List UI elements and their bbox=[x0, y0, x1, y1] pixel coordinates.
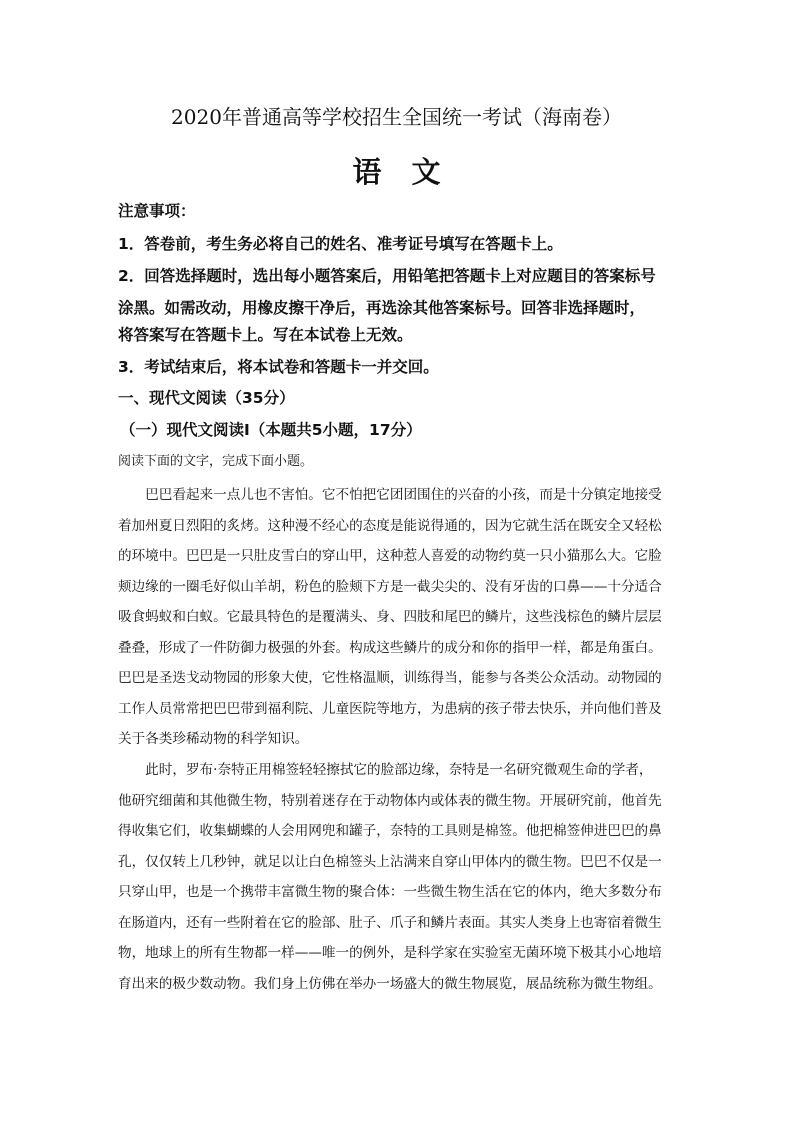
passage-line: 工作人员常常把巴巴带到福利院、儿童医院等地方，为患病的孩子带去快乐，并向他们普及 bbox=[118, 700, 662, 717]
notice-item-2-line-2: 涂黑。如需改动，用橡皮擦干净后，再选涂其他答案标号。回答非选择题时， bbox=[118, 299, 646, 317]
passage-line: 他研究细菌和其他微生物，特别着迷存在于动物体内或体表的微生物。开展研究前，他首先 bbox=[118, 792, 662, 809]
passage-line: 得收集它们，收集蝴蝶的人会用网兜和罐子，奈特的工具则是棉签。他把棉签伸进巴巴的鼻 bbox=[118, 823, 662, 839]
passage-line: 育出来的极少数动物。我们身上仿佛在举办一场盛大的微生物展览，展品统称为微生物组。 bbox=[118, 975, 662, 992]
passage-line: 巴巴看起来一点儿也不害怕。它不怕把它团团围住的兴奋的小孩，而是十分镇定地接受 bbox=[118, 487, 662, 503]
passage-line: 关于各类珍稀动物的科学知识。 bbox=[118, 731, 309, 747]
passage-paragraph-2 bbox=[118, 755, 674, 999]
passage-line: 物，地球上的所有生物都一样——唯一的例外，是科学家在实验室无菌环境下极其小心地培 bbox=[118, 945, 662, 961]
section-title: 一、现代文阅读（35分） bbox=[118, 389, 295, 407]
passage-line: 巴巴是圣迭戈动物园的形象大使，它性格温顺，训练得当，能参与各类公众活动。动物园的 bbox=[118, 670, 662, 686]
passage-line: 颊边缘的一圈毛好似山羊胡，粉色的脸颊下方是一截尖尖的、没有牙齿的口鼻——十分适合 bbox=[118, 578, 662, 595]
section-subtitle: （一）现代文阅读Ⅰ（本题共5小题，17分） bbox=[120, 421, 422, 439]
passage-line: 吸食蚂蚁和白蚁。它最具特色的是覆满头、身、四肢和尾巴的鳞片，这些浅棕色的鳞片层层 bbox=[118, 609, 662, 625]
passage-line: 着加州夏日烈阳的炙烤。这种漫不经心的态度是能说得通的，因为它就生活在既安全又轻松 bbox=[118, 517, 662, 534]
notice-item-2-line-3: 将答案写在答题卡上。写在本试卷上无效。 bbox=[118, 326, 413, 344]
notice-heading: 注意事项： bbox=[118, 202, 196, 220]
passage-line: 在肠道内，还有一些附着在它的脸部、肚子、爪子和鳞片表面。其实人类身上也寄宿着微生 bbox=[118, 914, 662, 931]
notice-item-3: 3．考试结束后，将本试卷和答题卡一并交回。 bbox=[118, 358, 439, 376]
passage-line: 只穿山甲，也是一个携带丰富微生物的聚合体：一些微生物生活在它的体内，绝大多数分布 bbox=[118, 884, 662, 900]
passage-line: 叠叠，形成了一件防御力极强的外套。构成这些鳞片的成分和你的指甲一样，都是角蛋白。 bbox=[118, 639, 662, 656]
reading-instruction: 阅读下面的文字，完成下面小题。 bbox=[118, 454, 314, 469]
exam-title: 2020年普通高等学校招生全国统一考试（海南卷） bbox=[171, 105, 622, 129]
passage-line: 孔，仅仅转上几秒钟，就足以让白色棉签头上沾满来自穿山甲体内的微生物。巴巴不仅是一 bbox=[118, 853, 662, 870]
passage-line: 的环境中。巴巴是一只肚皮雪白的穿山甲，这种惹人喜爱的动物约莫一只小猫那么大。它脸 bbox=[118, 548, 662, 564]
passage-line: 此时，罗布·奈特正用棉签轻轻擦拭它的脸部边缘，奈特是一名研究微观生命的学者， bbox=[118, 762, 653, 778]
passage-paragraph-1 bbox=[118, 480, 674, 755]
subject-title: 语文 bbox=[352, 155, 471, 189]
notice-item-1: 1．答卷前，考生务必将自己的姓名、准考证号填写在答题卡上。 bbox=[118, 235, 563, 253]
notice-item-2-line-1: 2．回答选择题时，选出每小题答案后，用铅笔把答题卡上对应题目的答案标号 bbox=[118, 267, 656, 285]
